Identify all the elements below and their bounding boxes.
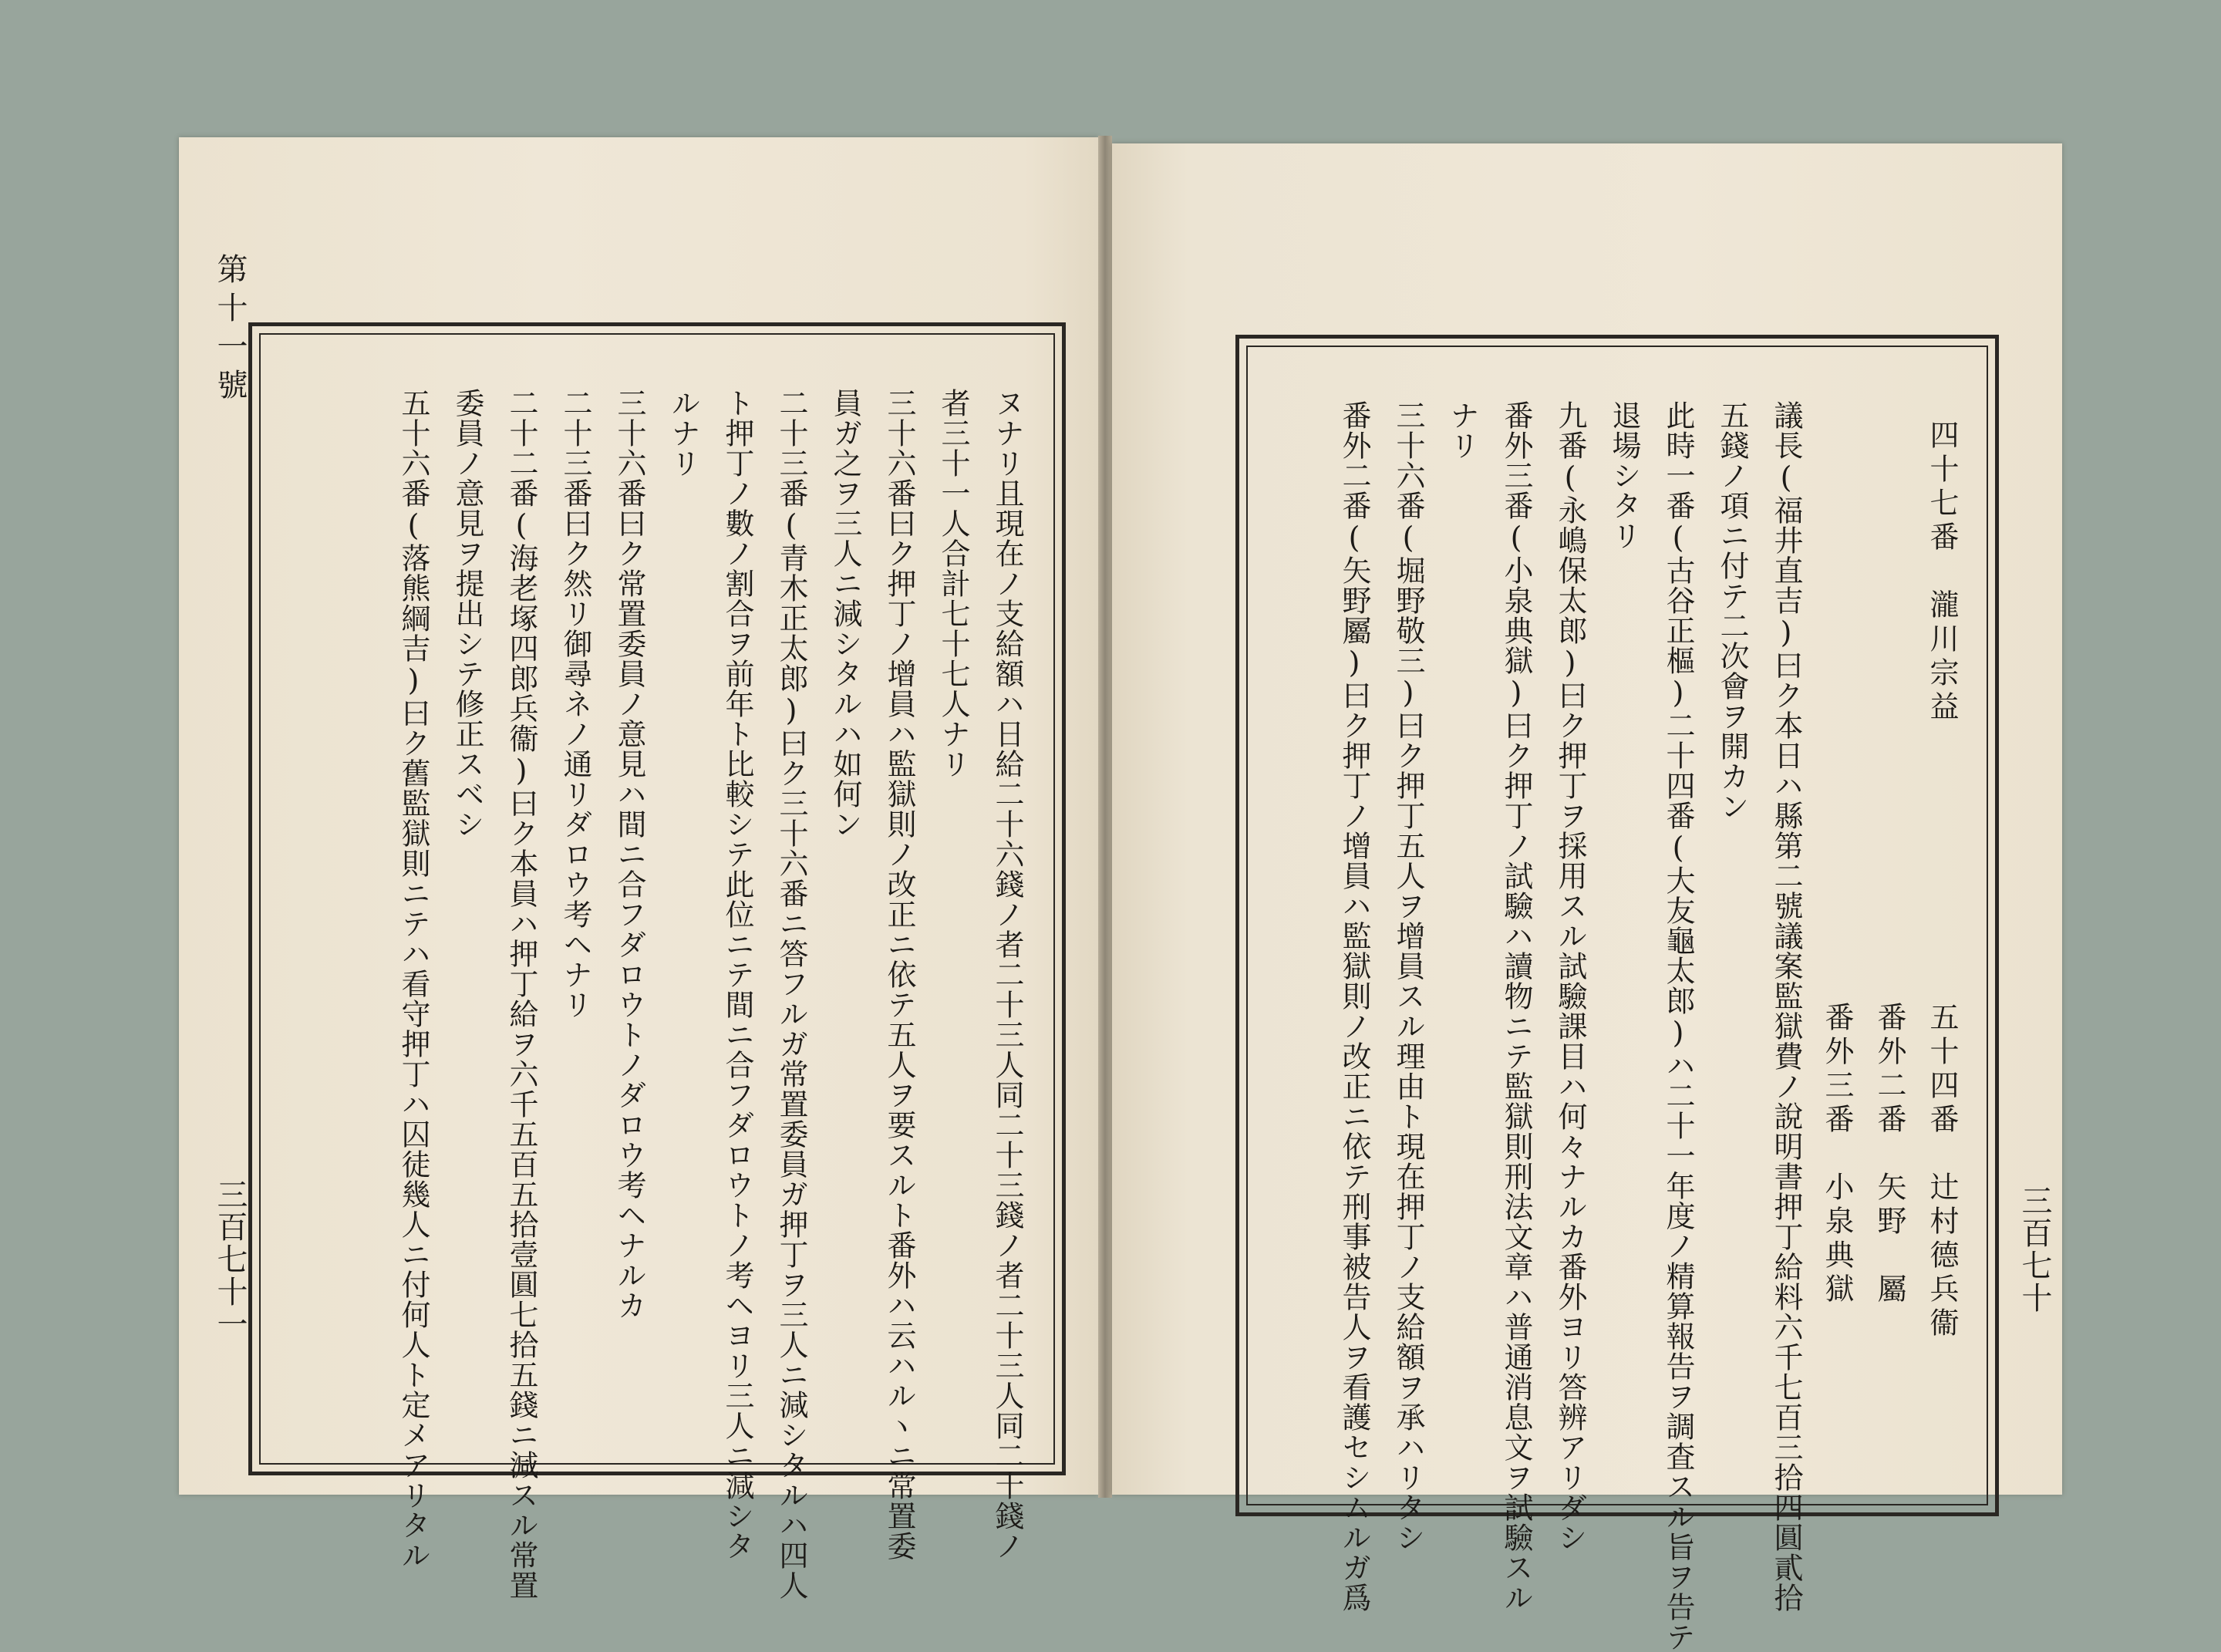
left-column-8: 三十六番曰ク常置委員ノ意見ハ間ニ合フダロウトノダロウ考ヘナルカ [612,388,646,1320]
right-column-1: 議長(福井直吉)曰ク本日ハ縣第二號議案監獄費ノ說明書押丁給料六千七百三拾四圓貳拾 [1769,400,1803,1613]
left-column-12: 五十六番(落熊綱吉)曰ク舊監獄則ニテハ看守押丁ハ囚徒幾人ニ付何人ト定メアリタル [396,388,430,1570]
right-page [1112,143,2062,1652]
left-column-7: ルナリ [666,388,700,478]
right-column-3: 此時一番(古谷正樞)二十四番(大友龜太郎)ハ二十一年度ノ精算報告ヲ調査スル旨ヲ告テ [1661,400,1695,1652]
left-margin-header: 第十一號 [212,253,248,407]
left-column-4: 員ガ之ヲ三人ニ減シタルハ如何ン [828,388,862,839]
right-margin-page-number: 三百七十 [2017,1185,2052,1314]
attendance-entry-4: 番外三番 小泉典獄 [1820,1002,1854,1307]
left-page [179,137,1098,1600]
left-column-1: ヌナリ且現在ノ支給額ハ日給二十六錢ノ者二十三人同二十三錢ノ者二十三人同二十錢ノ [990,388,1024,1561]
left-text-frame [248,322,1066,1600]
right-column-9: 番外二番(矢野屬)曰ク押丁ノ增員ハ監獄則ノ改正ニ依テ刑事被告人ヲ看護セシムルガ爲 [1337,400,1371,1613]
right-column-5: 九番(永嶋保太郎)曰ク押丁ヲ採用スル試驗課目ハ何々ナルカ番外ヨリ答辨アリダシ [1553,400,1587,1553]
left-column-3: 三十六番曰ク押丁ノ增員ハ監獄則ノ改正ニ依テ五人ヲ要スルト番外ハ云ハルヽニ常置委 [882,388,916,1561]
attendance-entry-1: 四十七番 瀧川宗益 [1925,420,1959,725]
left-column-5: 二十三番(青木正太郎)曰ク三十六番ニ答フルガ常置委員ガ押丁ヲ三人ニ減シタルハ四人 [774,388,808,1600]
right-column-8: 三十六番(堀野敬三)曰ク押丁五人ヲ增員スル理由ト現在押丁ノ支給額ヲ承ハリタシ [1391,400,1425,1553]
book-gutter [1098,136,1112,1498]
attendance-entry-3: 番外二番 矢野 屬 [1872,1002,1906,1307]
right-text-frame [1235,335,1999,1652]
attendance-entry-2: 五十四番 辻村德兵衞 [1925,1002,1959,1341]
right-column-7: ナリ [1445,400,1479,460]
left-column-9: 二十三番曰ク然リ御尋ネノ通リダロウ考ヘナリ [558,388,592,1020]
left-margin-page-number: 三百七十一 [212,1178,248,1340]
left-column-2: 者三十一人合計七十七人ナリ [936,388,970,779]
left-column-10: 二十二番(海老塚四郎兵衞)曰ク本員ハ押丁給ヲ六千五百五拾壹圓七拾五錢ニ減スル常置 [504,388,538,1600]
left-column-11: 委員ノ意見ヲ提出シテ修正スベシ [450,388,484,839]
right-column-2: 五錢ノ項ニ付テ二次會ヲ開カン [1715,400,1749,821]
right-column-4: 退場シタリ [1607,400,1641,551]
left-column-6: ト押丁ノ數ノ割合ヲ前年ト比較シテ此位ニテ間ニ合フダロウトノ考ヘヨリ三人ニ減シタ [720,388,754,1561]
right-column-6: 番外三番(小泉典獄)曰ク押丁ノ試驗ハ讀物ニテ監獄則刑法文章ハ普通消息文ヲ試驗スル [1499,400,1533,1613]
